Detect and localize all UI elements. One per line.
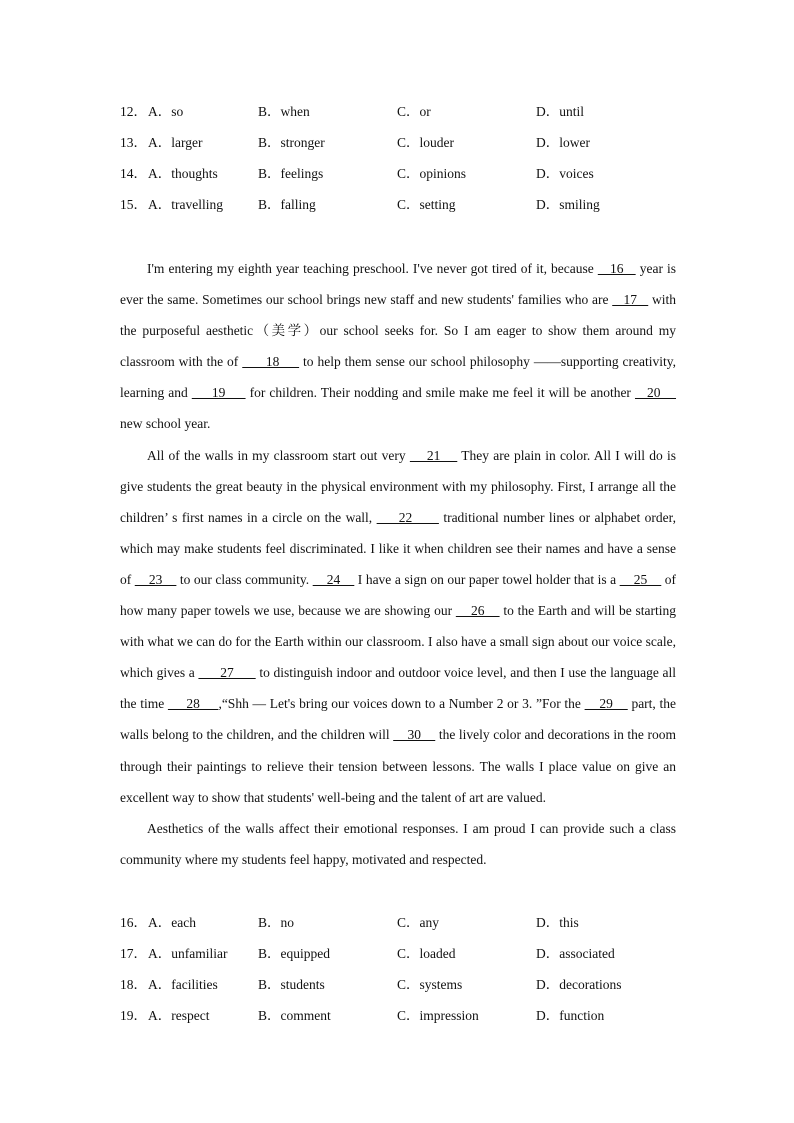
question-number: 18．: [120, 977, 147, 992]
question-row-15: [120, 194, 680, 216]
blank-23: 23: [134, 571, 177, 587]
option-b: B．falling: [258, 197, 316, 212]
option-c: C．or: [397, 104, 431, 119]
option-a: A．unfamiliar: [148, 946, 228, 961]
question-row-14: [120, 163, 680, 185]
option-b: B．equipped: [258, 946, 330, 961]
question-number: 16．: [120, 915, 147, 930]
blank-20: 20: [634, 385, 677, 401]
question-number: 13．: [120, 135, 147, 150]
option-b: B．stronger: [258, 135, 325, 150]
question-row-12: [120, 101, 680, 123]
cloze-passage: [120, 253, 676, 875]
blank-29: 29: [584, 696, 628, 712]
option-c: C．loaded: [397, 946, 456, 961]
option-d: D．decorations: [536, 977, 622, 992]
option-b: B．students: [258, 977, 325, 992]
option-c: C．opinions: [397, 166, 467, 181]
question-row-13: [120, 132, 680, 154]
option-b: B．when: [258, 104, 310, 119]
blank-17: 17: [612, 292, 649, 308]
option-a: A．each: [148, 915, 196, 930]
question-row-16: [120, 912, 680, 934]
option-a: A．respect: [148, 1008, 210, 1023]
option-a: A．so: [148, 104, 184, 119]
blank-21: 21: [409, 447, 458, 463]
option-c: C．louder: [397, 135, 454, 150]
option-d: D．smiling: [536, 197, 600, 212]
option-d: D．voices: [536, 166, 594, 181]
passage-paragraph-2: All of the walls in my classroom start out very 21 They are plain in color. All I will do is give students the great beauty in the physical environment with my philosophy. First, I arrange all the children’ s first names in a circle on the wall, 22 traditional number lines or alphabet order, which may make students feel discriminated. I like it when children see their names and have a sense of 23 to our class community. 24 I have a sign on our paper towel holder that is a 25 of how many paper towels we use, because we are showing our 26 to the Earth and will be starting with what we can do for the Earth within our classroom. I also have a small sign about our voice scale, which gives a 27 to distinguish indoor and outdoor voice level, and then I use the language all the time 28 ,“Shh — Let's bring our voices down to a Number 2 or 3. ”For the 29 part, the walls belong to the children, and the children will 30 the lively color and decorations in the room through their paintings to relieve their tension between lessons. The walls I place value on give an excellent way to show that students' well-being and the talent of art are valued.: [120, 447, 677, 805]
blank-22: 22: [376, 509, 439, 525]
blank-28: 28: [167, 696, 219, 712]
passage-paragraph-3: Aesthetics of the walls affect their emotional responses. I am proud I can provide such a class community where my students feel happy, motivated and respected.: [120, 820, 676, 867]
option-d: D．associated: [536, 946, 615, 961]
blank-16: 16: [597, 261, 636, 276]
option-c: C．any: [397, 915, 439, 930]
question-number: 15．: [120, 197, 147, 212]
option-d: D．until: [536, 104, 585, 119]
blank-26: 26: [455, 603, 500, 619]
option-a: A．larger: [148, 135, 203, 150]
question-row-17: [120, 943, 680, 965]
option-a: A．facilities: [148, 977, 218, 992]
blank-30: 30: [393, 727, 436, 743]
question-row-19: [120, 1005, 680, 1027]
option-c: C．setting: [397, 197, 456, 212]
question-number: 12．: [120, 104, 147, 119]
blank-27: 27: [198, 665, 256, 681]
option-c: C．systems: [397, 977, 463, 992]
question-row-18: [120, 974, 680, 996]
option-b: B．comment: [258, 1008, 331, 1023]
option-a: A．travelling: [148, 197, 223, 212]
blank-18: 18: [242, 354, 300, 370]
option-b: B．feelings: [258, 166, 324, 181]
option-c: C．impression: [397, 1008, 479, 1023]
passage-paragraph-1: I'm entering my eighth year teaching preschool. I've never got tired of it, because 16 year is ever the same. Sometimes our school brings new staff and new students' families who are 17 with the purposeful aesthetic（美学）our school seeks for. So I am eager to show them around my classroom with the of 18 to help them sense our school philosophy ——supporting creativity, learning and 19 for children. Their nodding and smile make me feel it will be another 20 new school year.: [120, 261, 677, 432]
option-b: B．no: [258, 915, 295, 930]
option-a: A．thoughts: [148, 166, 218, 181]
blank-19: 19: [191, 385, 246, 401]
blank-24: 24: [312, 571, 355, 587]
question-number: 17．: [120, 946, 147, 961]
option-d: D．lower: [536, 135, 590, 150]
question-number: 19．: [120, 1008, 147, 1023]
blank-25: 25: [619, 571, 662, 587]
question-number: 14．: [120, 166, 147, 181]
option-d: D．function: [536, 1008, 605, 1023]
option-d: D．this: [536, 915, 579, 930]
